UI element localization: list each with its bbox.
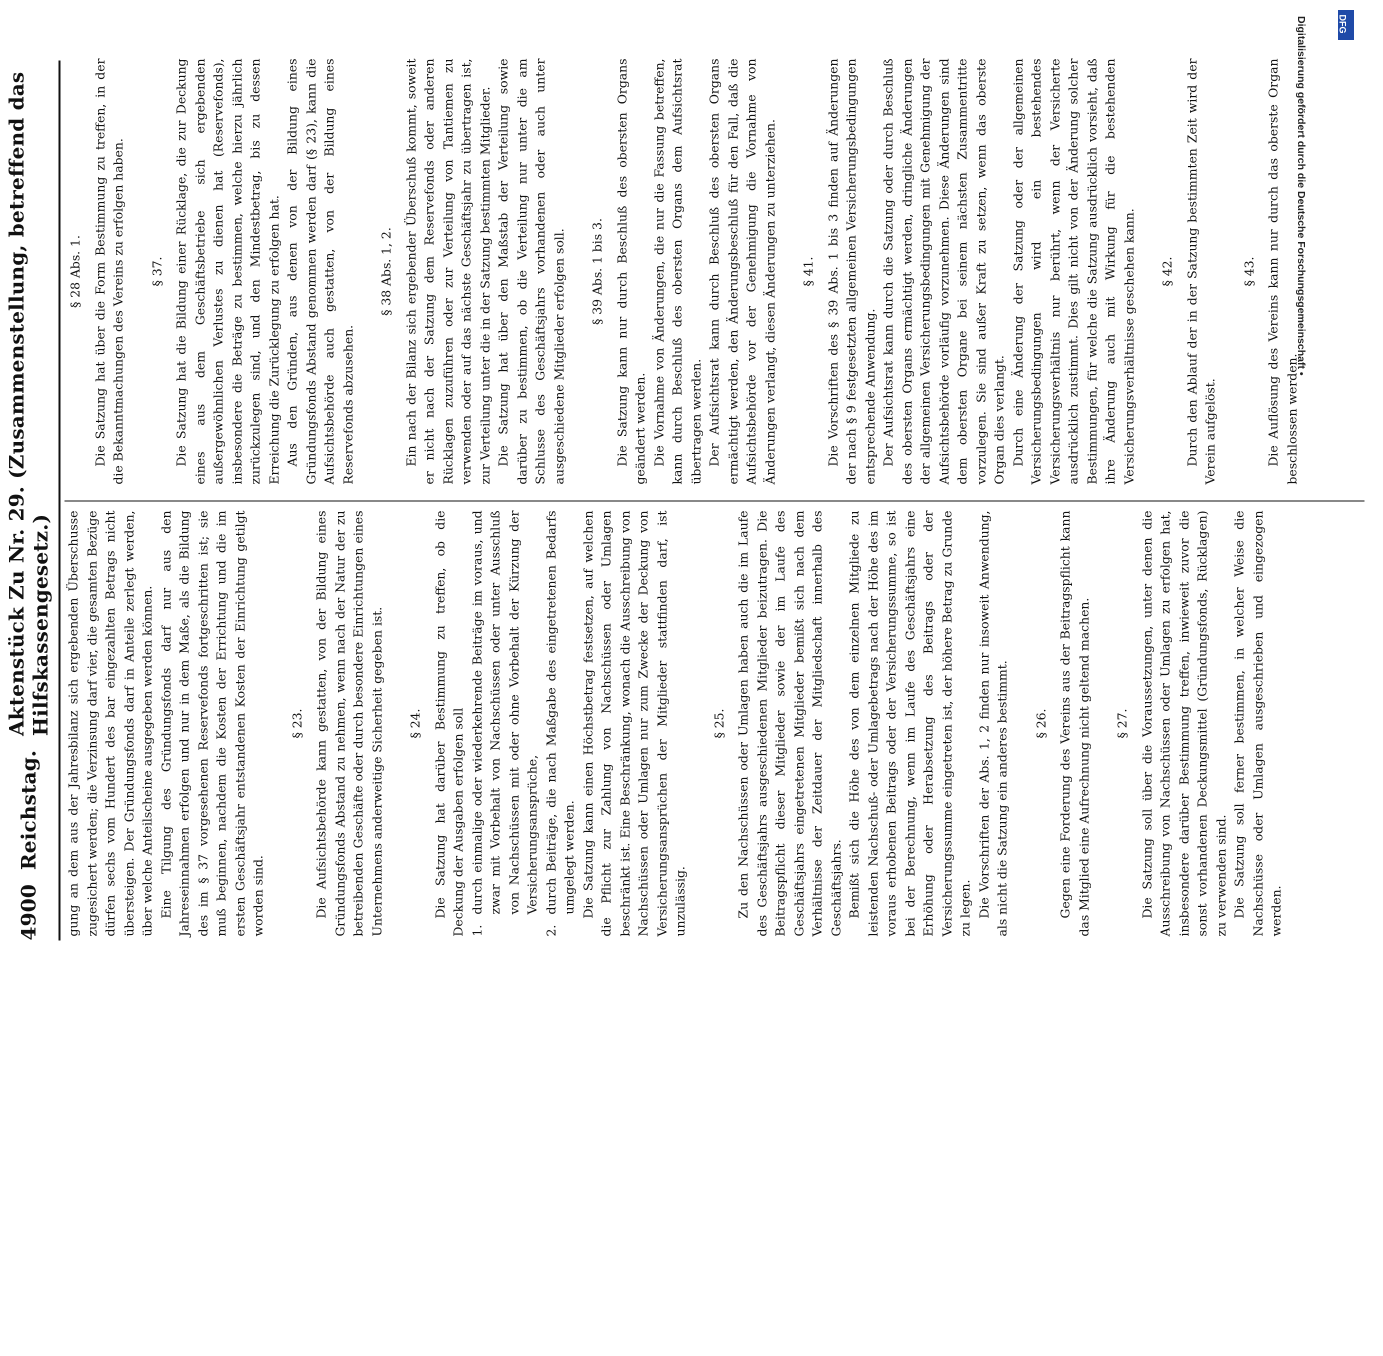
paragraph: Die Satzung hat über die Form Bestimmung zu treffen, in der die Bekanntmachungen des Vereins zu erfolgen haben.	[91, 58, 125, 484]
paragraph: Die Satzung hat darüber Bestimmung zu treffen, ob die Deckung der Ausgaben erfolgen soll	[431, 510, 465, 936]
paragraph: Die Satzung hat über den Maßstab der Verteilung sowie darüber zu bestimmen, ob die Verteilung nur unter die am Schlusse des Geschäftsjahrs vorhandenen oder auch unter ausgeschiedene Mitglieder erfolgen soll.	[495, 58, 566, 484]
right-column	[64, 58, 1301, 484]
paragraph: Der Aufsichtsrat kann durch Beschluß des obersten Organs ermächtigt werden, den Änderungsbeschluß für den Fall, daß die Aufsichtsbehörde vor der Genehmigung die Vornahme von Änderungen verlangt, diesen Änderungen zu unterziehen.	[706, 58, 777, 484]
section-heading: § 39 Abs. 1 bis 3.	[589, 217, 604, 325]
digitization-note: Digitalisierung gefördert durch die Deutsche Forschungsgemeinschaft •	[1295, 16, 1307, 376]
section-heading: § 25.	[710, 708, 726, 738]
paragraph: Zu den Nachschüssen oder Umlagen haben auch die im Laufe des Geschäftsjahrs ausgeschiedenen Mitglieder beizutragen. Die Beitragspflicht dieser Mitglieder sowie der im Laufe des Geschäftsjahrs eingetretenen Mitglieder bemißt sich nach dem Verhältnisse der Zeitdauer der Mitgliedschaft innerhalb des Geschäftsjahrs.	[735, 510, 843, 936]
header-rule	[58, 60, 60, 940]
paragraph: Ein nach der Bilanz sich ergebender Überschuß kommt, soweit er nicht nach der Satzung dem Reservefonds oder anderen Rücklagen zuzuführen oder zur Verteilung von Tantiemen zu verwenden oder auf das nächste Geschäftsjahr zu übertragen ist, zur Verteilung unter die in der Satzung bestimmten Mitglieder.	[402, 58, 492, 484]
paragraph: Die Vornahme von Änderungen, die nur die Fassung betreffen, kann durch Beschluß des obersten Organs dem Aufsichtsrat übertragen werden.	[650, 58, 703, 484]
paragraph: Die Satzung soll ferner bestimmen, in welcher Weise die Nachschüsse oder Umlagen ausgeschrieben und eingezogen werden.	[1231, 510, 1283, 936]
paragraph: Die Vorschriften des § 39 Abs. 1 bis 3 finden auf Änderungen der nach § 9 festgesetzten allgemeinen Versicherungsbedingungen entsprechende Anwendung.	[824, 58, 877, 484]
paragraph: Die Satzung kann einen Höchstbetrag festsetzen, auf welchen die Pflicht zur Zahlung von Nachschüssen oder Umlagen beschränkt ist. Eine Beschränkung, wonach die Ausschreibung von Nachschüssen oder Umlagen nur zum Zwecke der Deckung von Versicherungsansprüchen der Mitglieder stattfinden darf, ist unzulässig.	[579, 510, 687, 936]
paragraph: Die Vorschriften der Abs. 1, 2 finden nur insoweit Anwendung, als nicht die Satzung ein anderes bestimmt.	[975, 510, 1009, 936]
publication-name: Reichstag.	[16, 749, 40, 870]
dfg-logo-text: DFG	[1337, 14, 1348, 34]
list-item-text: durch Beiträge, die nach Maßgabe des eingetretenen Bedarfs umgelegt werden.	[542, 510, 576, 914]
section-heading: § 28 Abs. 1.	[67, 234, 82, 308]
left-column	[64, 510, 1286, 936]
list-item-text: durch einmalige oder wiederkehrende Beiträge im voraus, und zwar mit Vorbehalt von Nachschüssen oder unter Ausschluß von Nachschüssen mit oder ohne Vorbehalt der Kürzung der Versicherungsansprüche,	[468, 510, 539, 914]
running-head	[4, 60, 52, 940]
list-number: 2.	[542, 924, 558, 936]
page-number: 4900	[16, 883, 40, 940]
paragraph: Die Satzung soll über die Voraussetzungen, unter denen die Ausschreibung von Nachschüssen oder Umlagen zu erfolgen hat, insbesondere darüber Bestimmung treffen, inwieweit zuvor die sonst vorhandenen Deckungsmittel (Gründungsfonds, Rücklagen) zu verwenden sind.	[1138, 510, 1228, 936]
paragraph: Eine Tilgung des Gründungsfonds darf nur aus den Jahreseinnahmen erfolgen und nur in dem Maße, als die Bildung des im § 37 vorgesehenen Reservefonds fortgeschritten ist; sie muß beginnen, nachdem die Kosten der Errichtung und die im ersten Geschäftsjahr entstandenen Kosten der Einrichtung getilgt worden sind.	[157, 510, 265, 936]
paragraph: Durch den Ablauf der in der Satzung bestimmten Zeit wird der Verein aufgelöst.	[1183, 58, 1217, 484]
paragraph: Gegen eine Forderung des Vereins aus der Beitragspflicht kann das Mitglied eine Aufrechnung nicht geltend machen.	[1057, 510, 1091, 936]
paragraph: Die Satzung hat die Bildung einer Rücklage, die zur Deckung eines aus dem Geschäftsbetriebe sich ergebenden außergewöhnlichen Verlustes zu dienen hat (Reservefonds), insbesondere die Beträge zu bestimmen, welche hierzu jährlich zurückzulegen sind, und den Mindestbetrag, bis zu dessen Erreichung die Zurücklegung zu erfolgen hat.	[173, 58, 281, 484]
list-item	[542, 510, 579, 936]
section-heading: § 24.	[407, 708, 422, 738]
column-divider	[64, 500, 1364, 501]
list-number: 1.	[468, 924, 484, 936]
list-item	[468, 510, 542, 936]
section-heading: § 23.	[288, 708, 304, 738]
section-heading: § 38 Abs. 1, 2.	[378, 226, 393, 316]
paragraph: Die Satzung kann nur durch Beschluß des obersten Organs geändert werden.	[613, 58, 647, 484]
paragraph: Aus den Gründen, aus denen von der Bildung eines Gründungsfonds Abstand genommen werden darf (§ 23), kann die Aufsichtsbehörde auch gestatten, von der Bildung eines Reservefonds abzusehen.	[284, 58, 355, 484]
paragraph: Der Aufsichtsrat kann durch die Satzung oder durch Beschluß des obersten Organs ermächtigt werden, dringliche Änderungen der allgemeinen Versicherungsbedingungen mit Genehmigung der Aufsichtsbehörde vorläufig vorzunehmen. Diese Änderungen sind dem obersten Organe bei seinem nächsten Zusammentritte vorzulegen. Sie sind außer Kraft zu setzen, wenn das oberste Organ dies verlangt.	[880, 58, 1006, 484]
section-heading: § 37.	[148, 256, 164, 286]
section-heading: § 27.	[1114, 708, 1129, 738]
paragraph: Durch eine Änderung der Satzung oder der allgemeinen Versicherungsbedingungen wird ein bestehendes Versicherungsverhältnis nur berührt, wenn der Versicherte ausdrücklich zustimmt. Dies gilt nicht von der Änderung solcher Bestimmungen, für welche die Satzung ausdrücklich vorsieht, daß ihre Änderung auch mit Wirkung für die bestehenden Versicherungsverhältnisse geschehen kann.	[1009, 58, 1136, 484]
paragraph: Bemißt sich die Höhe des von dem einzelnen Mitgliede zu leistenden Nachschuß- oder Umlagebetrags nach der Höhe des im voraus erhobenen Beitrags oder der Versicherungssumme, so ist bei der Berechnung, wenn im Laufe des Geschäftsjahrs eine Erhöhung oder Herabsetzung des Beitrags oder der Versicherungssumme eingetreten ist, der höhere Betrag zu Grunde zu legen.	[846, 510, 972, 936]
section-heading: § 42.	[1159, 256, 1174, 286]
paragraph: Die Aufsichtsbehörde kann gestatten, von der Bildung eines Gründungsfonds Abstand zu nehmen, wenn nach der Natur der zu betreibenden Geschäfte oder durch besondere Einrichtungen eines Unternehmens anderweitige Sicherheit gegeben ist.	[313, 510, 384, 936]
section-heading: § 41.	[800, 256, 815, 286]
paragraph: Die Auflösung des Vereins kann nur durch das oberste Organ beschlossen werden.	[1265, 58, 1299, 484]
section-heading: § 43.	[1240, 256, 1256, 286]
document-title: Aktenstück Zu Nr. 29. (Zusammenstellung, betreffend das Hilfskassengesetz.)	[4, 71, 52, 736]
paragraph: gung an dem aus der Jahresbilanz sich ergebenden Überschusse zugesichert werden; die Verzinsung darf vier, die gesamten Bezüge dürfen sechs vom Hundert des bar eingezahlten Betrags nicht übersteigen. Der Gründungsfonds darf in Anteile zerlegt werden, über welche Anteilscheine ausgegeben werden können.	[65, 510, 154, 936]
dfg-logo	[1338, 10, 1354, 40]
section-heading: § 26.	[1032, 708, 1048, 738]
